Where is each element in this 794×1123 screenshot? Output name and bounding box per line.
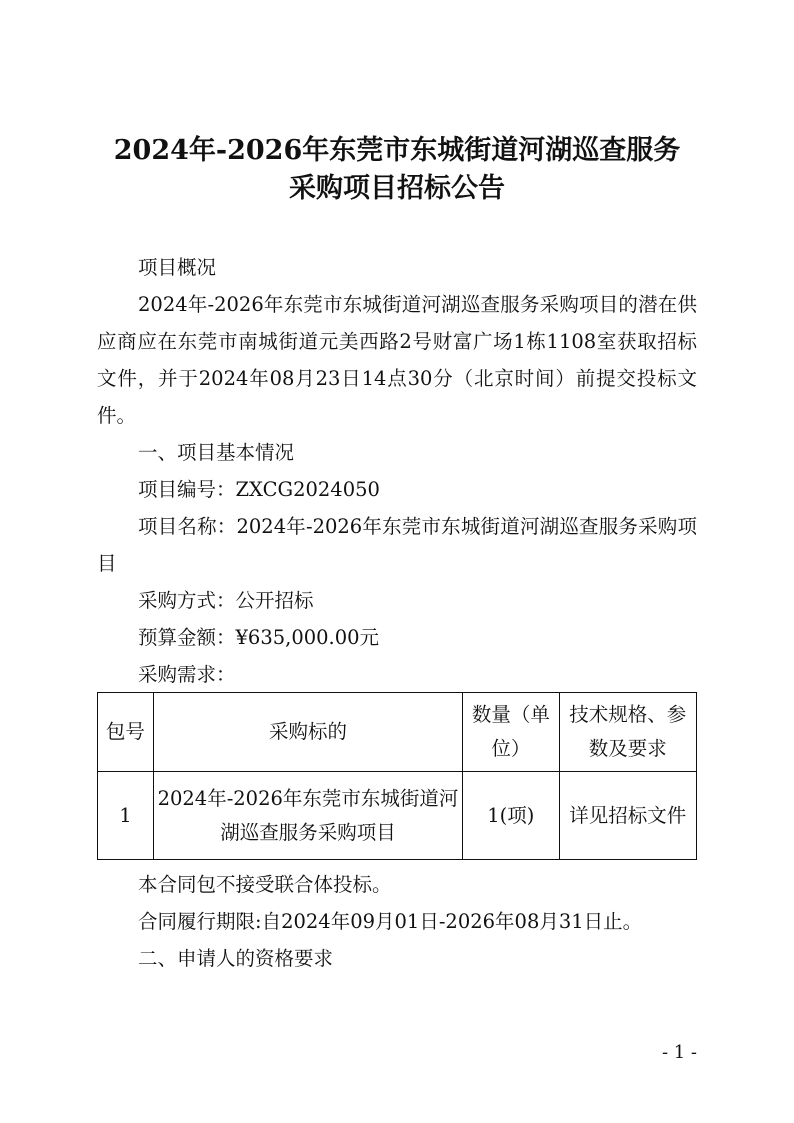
- table-row: [98, 772, 697, 860]
- cell-specs: 详见招标文件: [559, 772, 697, 860]
- overview-paragraph: 2024年-2026年东莞市东城街道河湖巡查服务采购项目的潜在供应商应在东莞市南城街道元美西路2号财富广场1栋1108室获取招标文件，并于2024年08月23日14点30分（北京时间）前提交投标文件。: [97, 293, 697, 427]
- cell-subject: 2024年-2026年东莞市东城街道河湖巡查服务采购项目: [153, 772, 462, 860]
- header-package-no: 包号: [98, 693, 154, 772]
- project-number: 项目编号：ZXCG2024050: [138, 478, 380, 501]
- section1-heading: 一、项目基本情况: [138, 441, 295, 464]
- overview-block: [97, 249, 697, 693]
- cell-package-no: 1: [98, 772, 154, 860]
- table-header-row: [98, 693, 697, 772]
- header-specs: 技术规格、参数及要求: [559, 693, 697, 772]
- section2-heading: 二、申请人的资格要求: [138, 947, 334, 970]
- overview-heading: 项目概况: [138, 256, 217, 279]
- procurement-method: 采购方式：公开招标: [138, 589, 314, 612]
- project-name: 项目名称：2024年-2026年东莞市东城街道河湖巡查服务采购项目: [97, 515, 697, 575]
- consortium-note: 本合同包不接受联合体投标。: [138, 873, 392, 896]
- title-line-1: 2024年-2026年东莞市东城街道河湖巡查服务: [113, 135, 681, 166]
- page-number: - 1 -: [661, 1042, 697, 1063]
- budget-amount: 预算金额：¥635,000.00元: [138, 626, 380, 649]
- contract-period: 合同履行期限:自2024年09月01日-2026年08月31日止。: [138, 910, 643, 933]
- document-title: [0, 132, 794, 208]
- title-line-2: 采购项目招标公告: [289, 173, 505, 204]
- requirement-label: 采购需求：: [138, 663, 236, 686]
- header-subject: 采购标的: [153, 693, 462, 772]
- requirements-table: [97, 692, 697, 860]
- header-quantity: 数量（单位）: [463, 693, 559, 772]
- after-table-block: [97, 866, 697, 977]
- cell-quantity: 1(项): [463, 772, 559, 860]
